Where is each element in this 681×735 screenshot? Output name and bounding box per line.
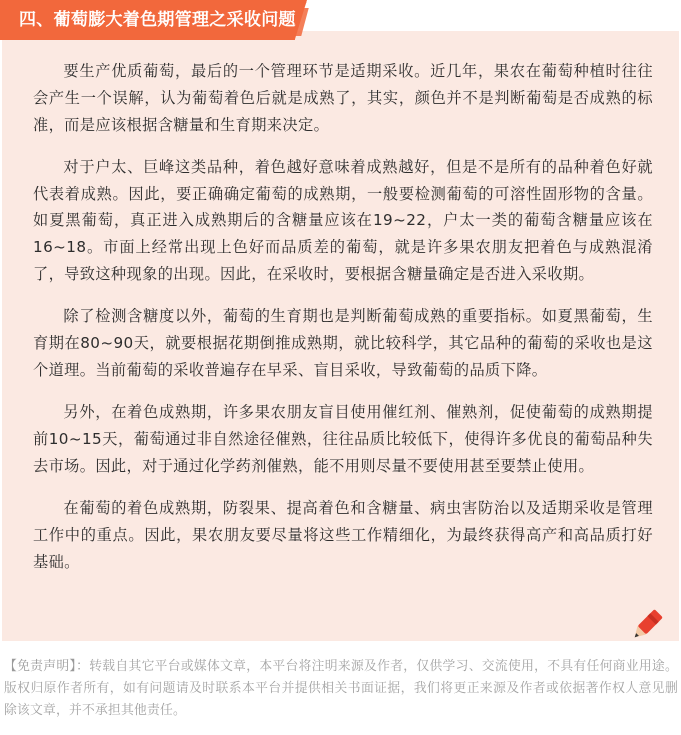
pen-icon [626,606,666,646]
article-body [33,58,653,576]
article-paragraph: 另外，在着色成熟期，许多果农朋友盲目使用催红剂、催熟剂，促使葡萄的成熟期提前10~15天，葡萄通过非自然途径催熟，往往品质比较低下，使得许多优良的葡萄品种失去市场。因此，对于通过化学药剂催熟，能不用则尽量不要使用甚至要禁止使用。 [33,403,653,475]
section-title: 四、葡萄膨大着色期管理之采收问题 [19,10,296,30]
divider-strip [2,641,679,655]
article-paragraph: 在葡萄的着色成熟期，防裂果、提高着色和含糖量、病虫害防治以及适期采收是管理工作中的重点。因此，果农朋友要尽量将这些工作精细化，为最终获得高产和高品质打好基础。 [33,499,653,571]
article-paragraph: 除了检测含糖度以外，葡萄的生育期也是判断葡萄成熟的重要指标。如夏黑葡萄，生育期在80~90天，就要根据花期倒推成熟期，就比较科学，其它品种的葡萄的采收也是这个道理。当前葡萄的采收普遍存在早采、盲目采收，导致葡萄的品质下降。 [33,307,653,379]
disclaimer-label: 【免责声明】： [4,659,90,674]
disclaimer [4,656,678,722]
article-paragraph: 要生产优质葡萄，最后的一个管理环节是适期采收。近几年，果农在葡萄种植时往往会产生一个误解，认为葡萄着色后就是成熟了，其实，颜色并不是判断葡萄是否成熟的标准，而是应该根据含糖量和生育期来决定。 [33,62,653,134]
article-paragraph: 对于户太、巨峰这类品种，着色越好意味着成熟越好，但是不是所有的品种着色好就代表着成熟。因此，要正确确定葡萄的成熟期，一般要检测葡萄的可溶性固形物的含量。如夏黑葡萄，真正进入成熟期后的含糖量应该在19~22，户太一类的葡萄含糖量应该在16~18。市面上经常出现上色好而品质差的葡萄，就是许多果农朋友把着色与成熟混淆了，导致这种现象的出现。因此，在采收时，要根据含糖量确定是否进入采收期。 [33,157,653,284]
disclaimer-text: 转载自其它平台或媒体文章，本平台将注明来源及作者，仅供学习、交流使用，不具有任何商业用途。版权归原作者所有，如有问题请及时联系本平台并提供相关书面证据，我们将更正来源及作者或依据著作权人意见删除该文章，并不承担其他责任。 [4,659,679,718]
